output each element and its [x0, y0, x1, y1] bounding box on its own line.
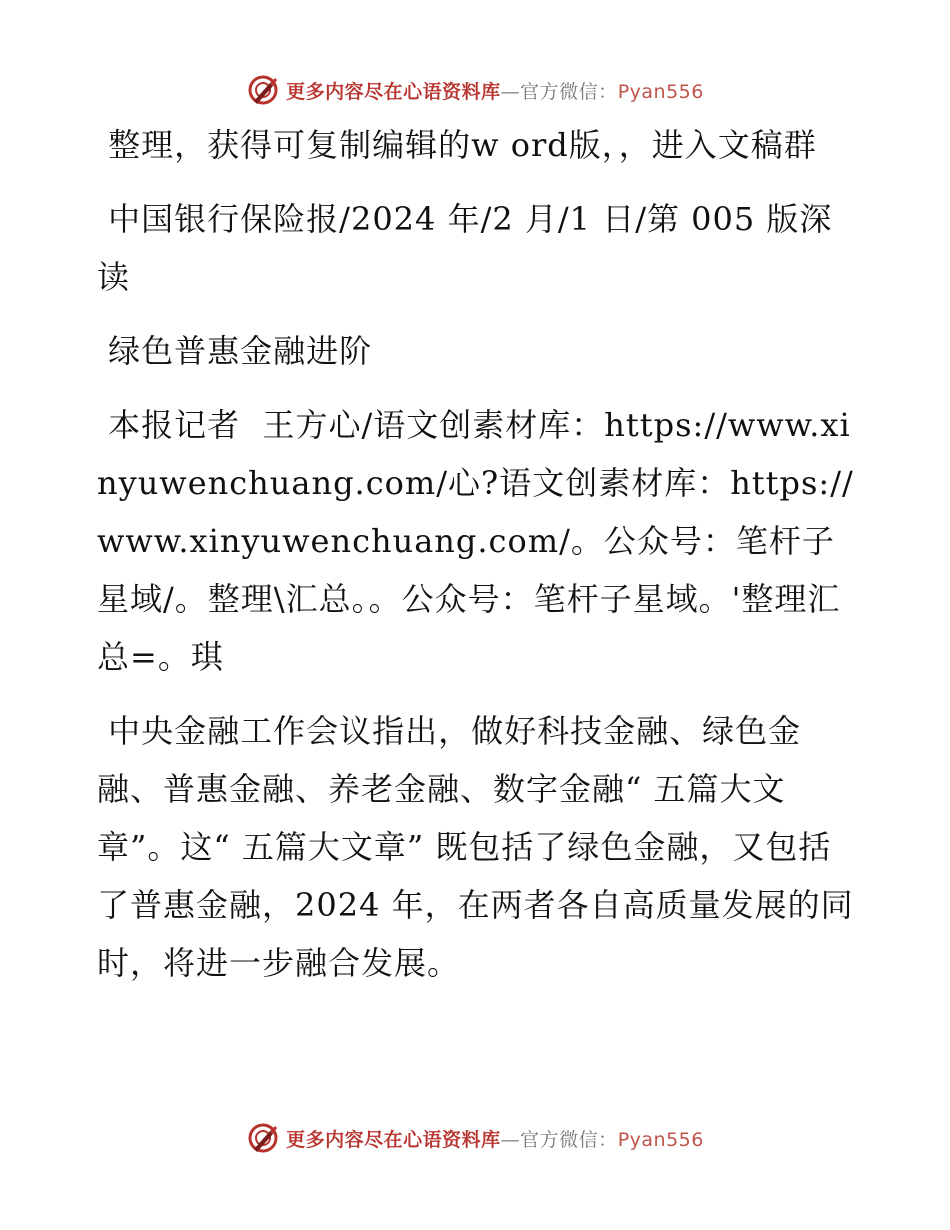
watermark-separator: —	[500, 80, 521, 103]
source-line: 中国银行保险报/2024 年/2 月/1 日/第 005 版深读	[97, 200, 833, 296]
watermark-main-text: 更多内容尽在心语资料库	[286, 1128, 501, 1151]
watermark-separator: —	[500, 1128, 521, 1151]
byline-paragraph: 本报记者 王方心/语文创素材库：https://www.xinyuwenchuang.com/心?语文创素材库：https://www.xinyuwenchuang.com/。公众号：笔杆子星域/。整理\汇总。。公众号：笔杆子星域。'整理汇总=。琪	[97, 406, 854, 676]
intro-paragraph: 整理，获得可复制编辑的w ord版，，进入文稿群	[97, 126, 817, 164]
pen-logo-icon	[246, 73, 280, 107]
watermark-text	[286, 77, 704, 104]
watermark-wechat-label: 官方微信：	[520, 80, 618, 103]
document-body	[97, 116, 857, 1008]
watermark-main-text: 更多内容尽在心语资料库	[286, 80, 501, 103]
watermark-wechat-label: 官方微信：	[520, 1128, 618, 1151]
pen-logo-icon	[246, 1121, 280, 1155]
body-paragraph: 中央金融工作会议指出，做好科技金融、绿色金融、普惠金融、养老金融、数字金融“ 五篇大文章”。这“ 五篇大文章” 既包括了绿色金融，又包括了普惠金融，2024 年，在两者各自高质量发展的同时，将进一步融合发展。	[97, 712, 854, 982]
watermark-wechat-id: Pyan556	[617, 1128, 704, 1151]
header-watermark-banner	[0, 70, 950, 110]
footer-watermark-banner	[0, 1118, 950, 1158]
watermark-text	[286, 1125, 704, 1152]
article-title: 绿色普惠金融进阶	[97, 332, 373, 370]
watermark-wechat-id: Pyan556	[617, 80, 704, 103]
